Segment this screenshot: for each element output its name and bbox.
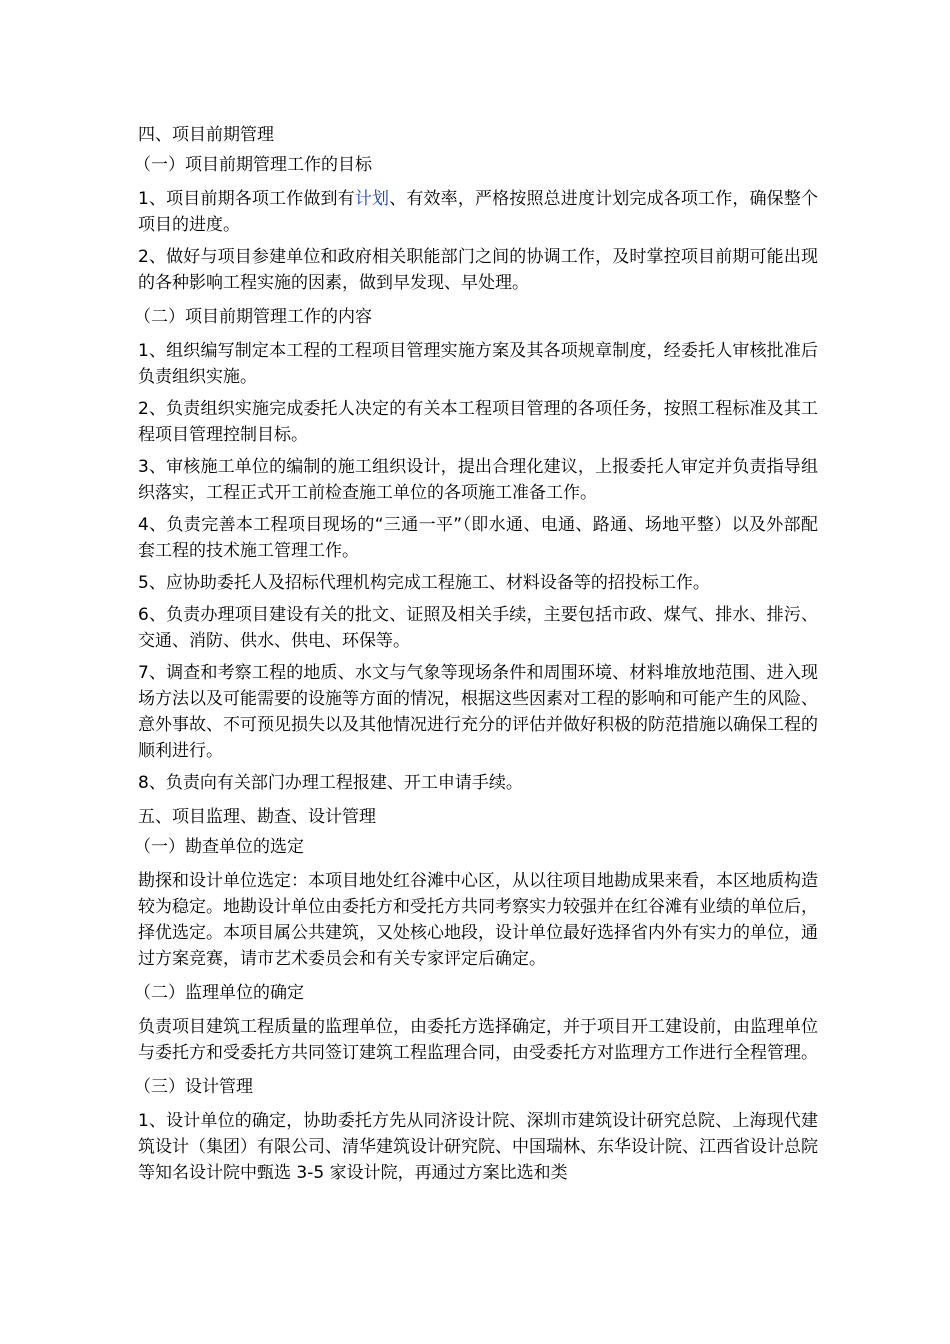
paragraph-4-2-8: 8、负责向有关部门办理工程报建、开工申请手续。 bbox=[138, 773, 523, 793]
paragraph-4-2-2: 2、负责组织实施完成委托人决定的有关本工程项目管理的各项任务，按照工程标准及其工程项目管理控制目标。 bbox=[138, 399, 818, 445]
paragraph-4-2-7: 7、调查和考察工程的地质、水文与气象等现场条件和周围环境、材料堆放地范围、进入现场方法以及可能需要的设施等方面的情况，根据这些因素对工程的影响和可能产生的风险、意外事故、不可预见损失以及其他情况进行充分的评估并做好积极的防范措施以确保工程的顺利进行。 bbox=[138, 663, 818, 761]
heading-section-5: 五、项目监理、勘查、设计管理 bbox=[138, 807, 376, 827]
paragraph-4-2-1: 1、组织编写制定本工程的工程项目管理实施方案及其各项规章制度，经委托人审核批准后负责组织实施。 bbox=[138, 341, 818, 387]
heading-section-4: 四、项目前期管理 bbox=[138, 125, 274, 145]
paragraph-5-2: 负责项目建筑工程质量的监理单位，由委托方选择确定，并于项目开工建设前，由监理单位与委托方和受委托方共同签订建筑工程监理合同，由受委托方对监理方工作进行全程管理。 bbox=[138, 1017, 818, 1063]
plan-link[interactable]: 计划 bbox=[354, 189, 390, 209]
paragraph-5-1: 勘探和设计单位选定：本项目地处红谷滩中心区，从以往项目地勘成果来看，本区地质构造较为稳定。地勘设计单位由委托方和受托方共同考察实力较强并在红谷滩有业绩的单位后，择优选定。本项目属公共建筑，又处核心地段，设计单位最好选择省内外有实力的单位，通过方案竞赛，请市艺术委员会和有关专家评定后确定。 bbox=[138, 871, 818, 969]
paragraph-5-3-1: 1、设计单位的确定，协助委托方先从同济设计院、深圳市建筑设计研究总院、上海现代建筑设计（集团）有限公司、清华建筑设计研究院、中国瑞林、东华设计院、江西省设计总院等知名设计院中甄选 3-5 家设计院，再通过方案比选和类 bbox=[138, 1111, 818, 1183]
document-page bbox=[134, 120, 819, 1192]
paragraph-4-2-4: 4、负责完善本工程项目现场的“三通一平”（即水通、电通、路通、场地平整）以及外部配套工程的技术施工管理工作。 bbox=[138, 515, 818, 561]
paragraph-4-2-6: 6、负责办理项目建设有关的批文、证照及相关手续，主要包括市政、煤气、排水、排污、交通、消防、供水、供电、环保等。 bbox=[138, 605, 818, 651]
paragraph-4-2-5: 5、应协助委托人及招标代理机构完成工程施工、材料设备等的招投标工作。 bbox=[138, 573, 710, 593]
subheading-5-1: （一）勘查单位的选定 bbox=[134, 837, 304, 857]
paragraph-4-1-1: 1、项目前期各项工作做到有计划、有效率，严格按照总进度计划完成各项工作，确保整个项目的进度。 bbox=[138, 189, 819, 235]
subheading-4-1: （一）项目前期管理工作的目标 bbox=[134, 155, 372, 175]
paragraph-4-1-2: 2、做好与项目参建单位和政府相关职能部门之间的协调工作，及时掌控项目前期可能出现的各种影响工程实施的因素，做到早发现、早处理。 bbox=[138, 247, 818, 293]
subheading-5-2: （二）监理单位的确定 bbox=[134, 983, 304, 1003]
paragraph-4-2-3: 3、审核施工单位的编制的施工组织设计，提出合理化建议，上报委托人审定并负责指导组织落实，工程正式开工前检查施工单位的各项施工准备工作。 bbox=[138, 457, 818, 503]
subheading-5-3: （三）设计管理 bbox=[134, 1077, 253, 1097]
subheading-4-2: （二）项目前期管理工作的内容 bbox=[134, 307, 372, 327]
